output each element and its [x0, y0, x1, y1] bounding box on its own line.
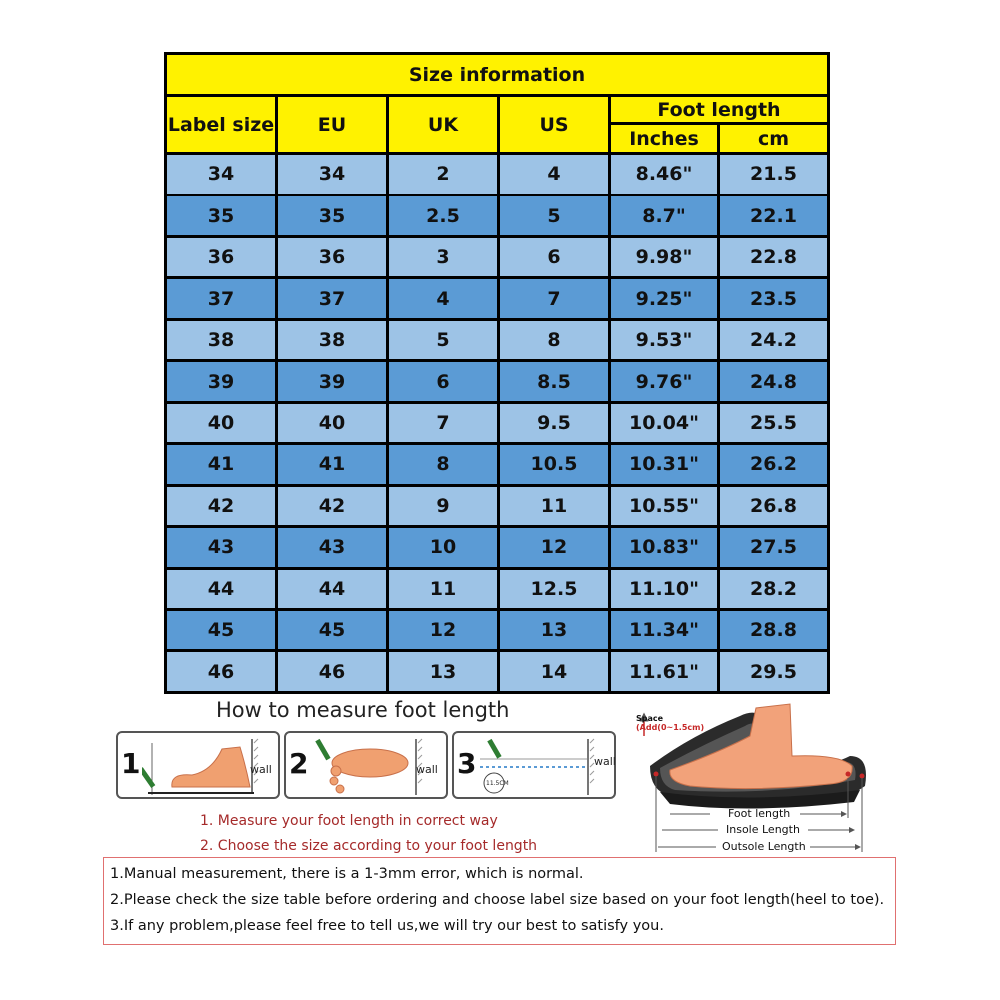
table-cell-label: 39: [167, 362, 275, 401]
table-cell-uk: 9: [389, 487, 497, 526]
table-cell-us: 8: [500, 321, 608, 360]
note-3: 3.If any problem,please feel free to tell us,we will try our best to satisfy you.: [110, 918, 664, 934]
table-cell-us: 13: [500, 611, 608, 650]
header-eu: EU: [278, 97, 386, 152]
table-cell-cm: 24.8: [720, 362, 827, 401]
table-cell-uk: 8: [389, 445, 497, 484]
table-cell-uk: 12: [389, 611, 497, 650]
table-cell-eu: 37: [278, 279, 386, 318]
step-2-panel: [284, 731, 448, 799]
table-cell-label: 45: [167, 611, 275, 650]
table-cell-uk: 6: [389, 362, 497, 401]
table-cell-us: 9.5: [500, 404, 608, 443]
table-cell-uk: 7: [389, 404, 497, 443]
table-cell-label: 34: [167, 155, 275, 194]
table-cell-inches: 11.61": [611, 652, 717, 691]
table-cell-us: 10.5: [500, 445, 608, 484]
table-cell-label: 43: [167, 528, 275, 567]
table-cell-inches: 9.53": [611, 321, 717, 360]
note-1: 1.Manual measurement, there is a 1-3mm error, which is normal.: [110, 866, 584, 882]
foot-length-label: Foot length: [728, 807, 791, 820]
table-cell-cm: 26.8: [720, 487, 827, 526]
table-cell-uk: 13: [389, 652, 497, 691]
table-cell-us: 5: [500, 196, 608, 235]
table-cell-uk: 11: [389, 570, 497, 609]
outsole-length-label: Outsole Length: [722, 840, 806, 853]
table-cell-us: 7: [500, 279, 608, 318]
step-1-wall-label: wall: [250, 763, 272, 776]
table-cell-cm: 23.5: [720, 279, 827, 318]
howto-title: How to measure foot length: [216, 698, 510, 722]
header-foot-length: Foot length: [611, 97, 827, 122]
table-cell-eu: 44: [278, 570, 386, 609]
table-cell-eu: 36: [278, 238, 386, 277]
table-cell-label: 38: [167, 321, 275, 360]
ruler-measurement: 11.5CM: [486, 780, 509, 787]
header-us: US: [500, 97, 608, 152]
table-cell-inches: 8.7": [611, 196, 717, 235]
table-cell-uk: 5: [389, 321, 497, 360]
space-label: Space: [636, 714, 664, 723]
table-cell-eu: 42: [278, 487, 386, 526]
step-1-panel: [116, 731, 280, 799]
table-cell-cm: 28.2: [720, 570, 827, 609]
table-cell-us: 12: [500, 528, 608, 567]
table-cell-inches: 8.46": [611, 155, 717, 194]
table-cell-us: 6: [500, 238, 608, 277]
table-cell-eu: 46: [278, 652, 386, 691]
table-cell-eu: 43: [278, 528, 386, 567]
table-cell-label: 44: [167, 570, 275, 609]
table-cell-eu: 39: [278, 362, 386, 401]
insole-length-label: Insole Length: [726, 823, 800, 836]
table-cell-uk: 3: [389, 238, 497, 277]
table-cell-us: 11: [500, 487, 608, 526]
table-cell-inches: 10.31": [611, 445, 717, 484]
table-cell-uk: 10: [389, 528, 497, 567]
table-cell-inches: 10.04": [611, 404, 717, 443]
step-2-wall-label: wall: [416, 763, 438, 776]
table-cell-label: 37: [167, 279, 275, 318]
table-cell-inches: 9.76": [611, 362, 717, 401]
step-2-number: 2: [289, 747, 309, 780]
table-cell-label: 35: [167, 196, 275, 235]
step-1-number: 1: [121, 747, 141, 780]
shoe-diagram: [630, 696, 880, 856]
table-cell-label: 40: [167, 404, 275, 443]
header-cm: cm: [720, 125, 827, 152]
table-cell-inches: 10.83": [611, 528, 717, 567]
hint-measure: 1. Measure your foot length in correct way: [200, 813, 498, 829]
step-3-wall-label: wall: [594, 755, 616, 768]
table-cell-uk: 4: [389, 279, 497, 318]
table-cell-eu: 35: [278, 196, 386, 235]
size-table: [164, 52, 830, 694]
table-cell-inches: 10.55": [611, 487, 717, 526]
step-3-number: 3: [457, 747, 477, 780]
table-cell-us: 4: [500, 155, 608, 194]
table-cell-inches: 9.25": [611, 279, 717, 318]
table-cell-cm: 28.8: [720, 611, 827, 650]
table-cell-eu: 45: [278, 611, 386, 650]
table-cell-cm: 29.5: [720, 652, 827, 691]
table-cell-eu: 40: [278, 404, 386, 443]
table-cell-cm: 22.1: [720, 196, 827, 235]
table-cell-cm: 26.2: [720, 445, 827, 484]
table-cell-cm: 22.8: [720, 238, 827, 277]
notes-box: [103, 857, 896, 945]
table-cell-uk: 2: [389, 155, 497, 194]
table-cell-inches: 9.98": [611, 238, 717, 277]
header-inches: Inches: [611, 125, 717, 152]
table-cell-inches: 11.34": [611, 611, 717, 650]
table-cell-label: 42: [167, 487, 275, 526]
table-cell-label: 41: [167, 445, 275, 484]
table-cell-label: 46: [167, 652, 275, 691]
hint-choose-size: 2. Choose the size according to your foot length: [200, 838, 538, 854]
table-cell-us: 14: [500, 652, 608, 691]
table-cell-eu: 41: [278, 445, 386, 484]
table-cell-cm: 25.5: [720, 404, 827, 443]
note-2: 2.Please check the size table before ordering and choose label size based on your foot length(heel to toe).: [110, 892, 885, 908]
table-cell-cm: 27.5: [720, 528, 827, 567]
table-cell-inches: 11.10": [611, 570, 717, 609]
header-uk: UK: [389, 97, 497, 152]
table-cell-us: 12.5: [500, 570, 608, 609]
table-cell-uk: 2.5: [389, 196, 497, 235]
table-cell-cm: 21.5: [720, 155, 827, 194]
space-add-label: (Add(0~1.5cm): [636, 723, 705, 732]
table-cell-us: 8.5: [500, 362, 608, 401]
table-cell-eu: 38: [278, 321, 386, 360]
table-cell-cm: 24.2: [720, 321, 827, 360]
step-3-panel: [452, 731, 616, 799]
table-cell-eu: 34: [278, 155, 386, 194]
table-cell-label: 36: [167, 238, 275, 277]
ruler-illustration: [478, 737, 612, 797]
header-label-size: Label size: [167, 97, 275, 152]
table-title: Size information: [167, 55, 827, 94]
